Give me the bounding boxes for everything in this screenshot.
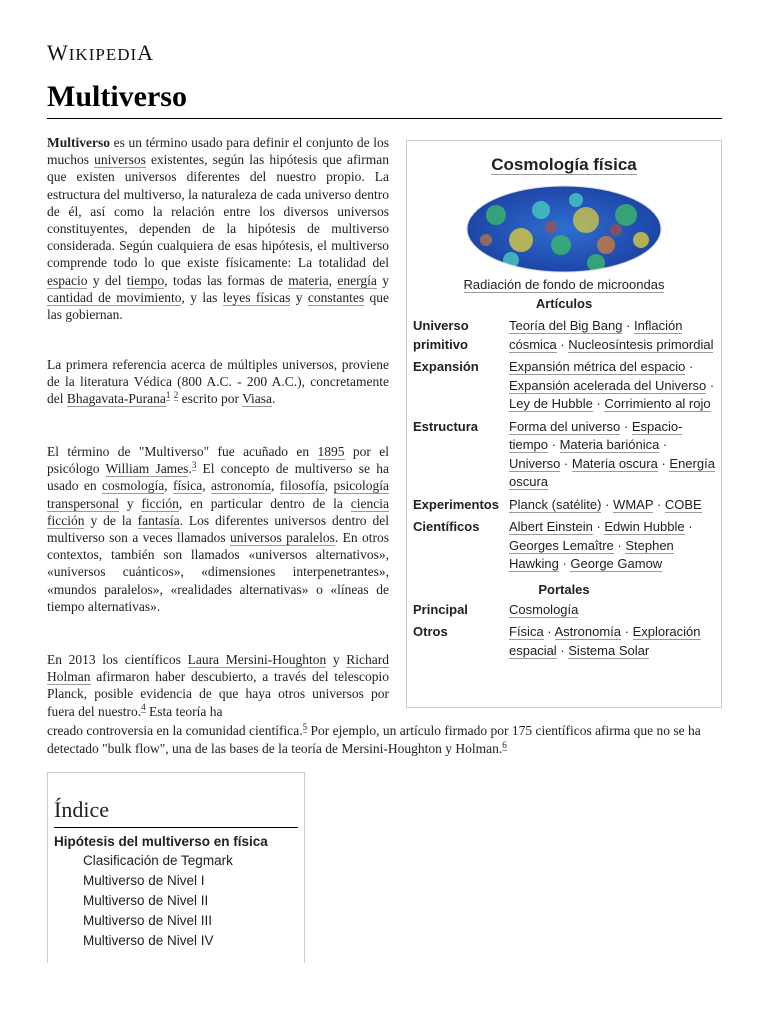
title-divider bbox=[47, 118, 722, 119]
infobox-cosmologia bbox=[406, 140, 722, 708]
link-cantidad-movimiento[interactable]: cantidad de movimiento bbox=[47, 289, 182, 305]
toc-item[interactable]: Multiverso de Nivel III bbox=[83, 913, 213, 928]
logo-letter-end: A bbox=[137, 40, 155, 65]
toc-divider bbox=[54, 827, 298, 828]
infobox-link[interactable]: Física bbox=[509, 624, 544, 639]
link-ficcion[interactable]: ficción bbox=[141, 495, 179, 511]
link-espacio[interactable]: espacio bbox=[47, 272, 88, 288]
text: . En otros contextos, también son llamados «universos alternativos», «universos cuánticos», «dimensiones interpenetrantes», «mundos paralelos», «realidades alternativas» o «líneas de tiempo alternativas». bbox=[47, 530, 389, 614]
ref-link[interactable]: 4 bbox=[141, 702, 146, 713]
infobox-section-articles: Artículos bbox=[535, 296, 593, 311]
text: y bbox=[326, 652, 347, 667]
infobox-row bbox=[407, 623, 721, 660]
text: El término de "Multiverso" fue acuñado en bbox=[47, 444, 318, 459]
separator: · bbox=[659, 437, 668, 452]
infobox-row-links bbox=[509, 601, 717, 620]
text: , bbox=[328, 272, 338, 288]
text: que las gobiernan. bbox=[47, 289, 389, 323]
separator: · bbox=[622, 318, 635, 333]
infobox-link[interactable]: George Gamow bbox=[570, 556, 663, 571]
text: El concepto de multiverso se ha usado en bbox=[47, 461, 389, 494]
separator: · bbox=[558, 556, 571, 571]
infobox-link[interactable]: Inflación cósmica bbox=[509, 318, 683, 352]
link-materia[interactable]: materia bbox=[288, 272, 329, 288]
table-of-contents bbox=[47, 772, 305, 963]
text: y bbox=[118, 495, 142, 511]
separator: · bbox=[592, 396, 605, 411]
separator: · bbox=[657, 455, 670, 471]
text: , todas las formas de bbox=[164, 272, 289, 288]
toc-heading[interactable]: Hipótesis del multiverso en física bbox=[54, 834, 268, 849]
infobox-rows bbox=[407, 317, 721, 574]
text: y bbox=[290, 289, 308, 305]
text: existentes, según las hipótesis que afirman que existen universos diferentes del nuestro propio. La estructura del multiverso, la naturaleza de cada universo dentro de él, así como la relación entre los diversos universos constituyentes, dependen de la hipótesis de multiverso considerada. Según cualquiera de esas hipótesis, el multiverso comprende todo lo que existe físicamente: La totalidad del bbox=[47, 152, 389, 271]
infobox-link[interactable]: Universo bbox=[509, 455, 561, 471]
link-tiempo[interactable]: tiempo bbox=[126, 272, 165, 288]
text: , bbox=[164, 478, 173, 494]
infobox-link[interactable]: Materia bariónica bbox=[559, 437, 660, 452]
toc-item[interactable]: Clasificación de Tegmark bbox=[83, 853, 233, 868]
link-leyes-fisicas[interactable]: leyes físicas bbox=[222, 289, 291, 305]
link-laura-mersini-houghton[interactable]: Laura Mersini-Houghton bbox=[187, 652, 327, 667]
ref-link[interactable]: 1 bbox=[165, 389, 171, 400]
infobox-title[interactable] bbox=[407, 155, 721, 175]
paragraph-2013-continued bbox=[47, 722, 722, 758]
infobox-row bbox=[407, 418, 721, 492]
ref-link[interactable]: 5 bbox=[302, 721, 308, 732]
infobox-row bbox=[407, 496, 721, 515]
text: Esta teoría ha bbox=[145, 703, 223, 719]
separator: · bbox=[601, 496, 614, 512]
infobox-title-link[interactable]: Cosmología física bbox=[491, 155, 637, 174]
toc-item[interactable]: Multiverso de Nivel I bbox=[83, 873, 205, 888]
separator: · bbox=[653, 496, 665, 512]
separator: · bbox=[706, 377, 715, 393]
infobox-link[interactable]: Astronomía bbox=[554, 624, 621, 639]
infobox-link[interactable]: Edwin Hubble bbox=[604, 519, 685, 534]
infobox-row-label: Estructura bbox=[413, 418, 479, 434]
infobox-row-links bbox=[509, 496, 717, 515]
separator: · bbox=[613, 537, 626, 553]
link-ciencia-ficcion[interactable]: ciencia ficción bbox=[47, 495, 390, 528]
link-1895[interactable]: 1895 bbox=[317, 444, 345, 459]
infobox-link[interactable]: COBE bbox=[664, 496, 702, 512]
paragraph-2013 bbox=[47, 651, 389, 720]
ref-link[interactable]: 2 bbox=[173, 389, 179, 400]
infobox-row-label: Principal bbox=[413, 601, 468, 617]
link-energia[interactable]: energía bbox=[337, 272, 377, 288]
infobox-caption[interactable] bbox=[407, 277, 721, 292]
infobox-row bbox=[407, 518, 721, 574]
link-cosmologia[interactable]: cosmología bbox=[102, 478, 165, 494]
separator: · bbox=[548, 437, 560, 452]
infobox-row-label: Científicos bbox=[413, 519, 480, 534]
separator: · bbox=[685, 359, 694, 374]
separator: · bbox=[684, 519, 693, 534]
page-title: Multiverso bbox=[47, 80, 187, 113]
toc-title: Índice bbox=[54, 797, 109, 822]
infobox-link[interactable]: Nucleosíntesis primordial bbox=[568, 336, 714, 352]
text: y del bbox=[87, 272, 127, 288]
infobox-link[interactable]: Expansión métrica del espacio bbox=[509, 359, 686, 374]
wikipedia-logo[interactable] bbox=[47, 40, 154, 66]
text: creado controversia en la comunidad científica. bbox=[47, 723, 303, 738]
text: y bbox=[376, 272, 389, 288]
infobox-link[interactable]: Ley de Hubble bbox=[509, 396, 593, 411]
text: es un término usado para definir el conjunto de los muchos bbox=[47, 135, 389, 168]
infobox-link[interactable]: Materia oscura bbox=[571, 455, 658, 471]
infobox-row-label: Otros bbox=[413, 624, 448, 639]
ref-1[interactable] bbox=[166, 390, 171, 401]
separator: · bbox=[620, 418, 632, 434]
infobox-row-links bbox=[509, 317, 717, 354]
text: , en particular dentro de la bbox=[178, 495, 351, 511]
infobox-link[interactable]: Teoría del Big Bang bbox=[509, 318, 623, 333]
toc-items bbox=[48, 852, 304, 949]
link-bhagavata-purana[interactable]: Bhagavata-Purana bbox=[66, 391, 166, 407]
link-fisica[interactable]: física bbox=[173, 478, 203, 494]
text: y de la bbox=[84, 512, 138, 528]
logo-letter: W bbox=[47, 40, 69, 65]
ref-6[interactable] bbox=[502, 740, 507, 751]
infobox-row bbox=[407, 601, 721, 620]
separator: · bbox=[621, 624, 633, 639]
toc-item[interactable]: Multiverso de Nivel IV bbox=[83, 933, 214, 948]
infobox-link[interactable]: Exploración espacial bbox=[509, 624, 701, 658]
separator: · bbox=[556, 642, 569, 658]
infobox-link[interactable]: Forma del universo bbox=[509, 418, 621, 434]
text: escrito por bbox=[178, 391, 243, 407]
infobox-row-label: Experimentos bbox=[413, 496, 499, 512]
term-bold: Multiverso bbox=[47, 135, 110, 150]
link-constantes[interactable]: constantes bbox=[307, 289, 365, 305]
infobox-link[interactable]: Planck (satélite) bbox=[509, 496, 602, 512]
infobox-link[interactable]: Expansión acelerada del Universo bbox=[509, 377, 707, 393]
ref-link[interactable]: 3 bbox=[191, 459, 197, 470]
link-universos[interactable]: universos bbox=[94, 152, 146, 168]
infobox-row bbox=[407, 317, 721, 354]
separator: · bbox=[556, 336, 569, 352]
separator: · bbox=[560, 455, 572, 471]
separator: · bbox=[543, 624, 555, 639]
infobox-section-portals: Portales bbox=[538, 581, 590, 597]
link-viasa[interactable]: Viasa bbox=[242, 391, 273, 407]
infobox-link[interactable]: Sistema Solar bbox=[568, 642, 650, 658]
infobox-row bbox=[407, 358, 721, 414]
infobox-link[interactable]: Albert Einstein bbox=[509, 519, 593, 534]
infobox-row-label: Universo primitivo bbox=[413, 318, 469, 352]
link-fantasia[interactable]: fantasía bbox=[137, 512, 180, 528]
caption-link[interactable]: Radiación de fondo de microondas bbox=[463, 277, 665, 292]
infobox-link[interactable]: Georges Lemaître bbox=[509, 537, 614, 553]
link-psicologia-transpersonal[interactable]: psicología transpersonal bbox=[47, 478, 389, 511]
infobox-link[interactable]: Energía oscura bbox=[509, 455, 715, 489]
text: , bbox=[324, 478, 334, 494]
paragraph-intro bbox=[47, 134, 389, 323]
infobox-link[interactable]: Espacio-tiempo bbox=[509, 418, 683, 452]
link-richard-holman[interactable]: Richard Holman bbox=[47, 652, 390, 685]
text: . bbox=[272, 391, 276, 407]
link-universos-paralelos[interactable]: universos paralelos bbox=[230, 530, 335, 546]
infobox-row-links bbox=[509, 518, 717, 574]
infobox-link[interactable]: Cosmología bbox=[509, 601, 579, 617]
infobox-link[interactable]: Corrimiento al rojo bbox=[604, 396, 711, 411]
infobox-row-links bbox=[509, 358, 717, 414]
text: por el psicólogo bbox=[47, 444, 390, 477]
text: , bbox=[202, 478, 211, 494]
infobox-link[interactable]: WMAP bbox=[613, 496, 654, 512]
infobox-row-links bbox=[509, 418, 717, 492]
toc-item[interactable]: Multiverso de Nivel II bbox=[83, 893, 209, 908]
text: afirmaron haber descubierto, a través del telescopio Planck, posible evidencia de que haya otros universos por fuera del nuestro. bbox=[47, 669, 389, 719]
text: . Los diferentes universos dentro del multiverso son a veces llamados bbox=[47, 512, 389, 546]
separator: · bbox=[592, 519, 605, 534]
link-astronomia[interactable]: astronomía bbox=[211, 478, 271, 494]
text: En 2013 los científicos bbox=[47, 652, 188, 667]
infobox-row-label: Expansión bbox=[413, 359, 479, 374]
link-filosofia[interactable]: filosofía bbox=[279, 478, 325, 494]
logo-smallcaps: IKIPEDI bbox=[68, 45, 138, 64]
text: Por ejemplo, un artículo firmado por 175 científicos afirma que no se ha detectado "bulk flow", una de las bases de la teoría de Mersini-Houghton y Holman. bbox=[47, 723, 701, 756]
cmb-map-image[interactable] bbox=[466, 185, 662, 273]
paragraph-vedic bbox=[47, 356, 389, 408]
ref-link[interactable]: 6 bbox=[502, 739, 507, 750]
infobox-link[interactable]: Stephen Hawking bbox=[509, 537, 674, 571]
text: , y las bbox=[181, 289, 223, 305]
link-william-james[interactable]: William James bbox=[105, 461, 189, 477]
text: , bbox=[271, 478, 280, 494]
text: La primera referencia acerca de múltiples universos, proviene de la literatura Védica (800 A.C. - 200 A.C.), concretamente del bbox=[47, 357, 389, 407]
infobox-portal-rows bbox=[407, 601, 721, 661]
paragraph-term bbox=[47, 443, 389, 615]
infobox-row-links bbox=[509, 623, 717, 660]
text: . bbox=[188, 461, 192, 477]
